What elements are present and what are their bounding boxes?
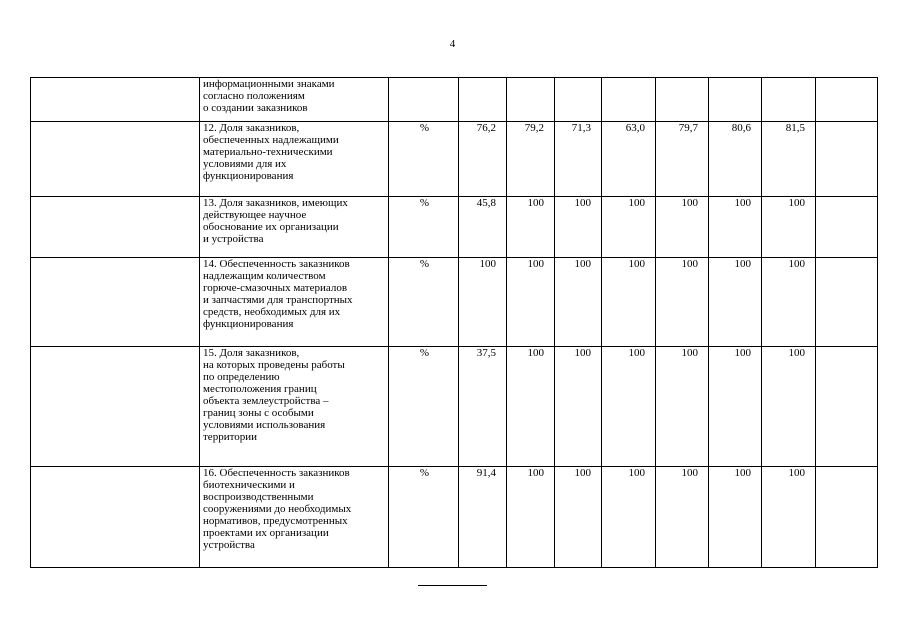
value-cell: 100	[602, 258, 656, 347]
indicator-name-line: условиями для их	[203, 158, 287, 170]
indicator-name-line: средств, необходимых для их	[203, 306, 341, 318]
extra-cell	[816, 258, 878, 347]
value-cell: 71,3	[555, 122, 602, 197]
value-cell: 79,7	[656, 122, 709, 197]
indicator-name-line: воспроизводственными	[203, 491, 314, 503]
page-number: 4	[449, 38, 456, 50]
value-cell	[602, 78, 656, 122]
indicator-name-line: 14. Обеспеченность заказников	[203, 258, 350, 270]
indicator-name-line: по определению	[203, 371, 280, 383]
value-cell: 100	[602, 467, 656, 568]
value-cell: 100	[507, 258, 555, 347]
value-cell: 100	[709, 258, 762, 347]
indicator-name-line: материально-техническими	[203, 146, 333, 158]
row-index-cell	[31, 122, 200, 197]
indicator-name-line: условиями использования	[203, 419, 326, 431]
value-cell: 100	[762, 197, 816, 258]
unit-cell: %	[389, 122, 459, 197]
value-cell: 80,6	[709, 122, 762, 197]
indicator-name-line: обоснование их организации	[203, 221, 339, 233]
table-row	[31, 258, 878, 347]
indicator-name-line: и устройства	[203, 233, 264, 245]
indicator-name-cell	[200, 347, 389, 467]
table-row	[31, 347, 878, 467]
indicator-name-line: на которых проведены работы	[203, 359, 345, 371]
indicator-name-line: сооружениями до необходимых	[203, 503, 352, 515]
indicator-name-line: 13. Доля заказников, имеющих	[203, 197, 348, 209]
table-body	[31, 78, 878, 568]
value-cell: 100	[762, 467, 816, 568]
value-cell: 100	[507, 197, 555, 258]
value-cell: 45,8	[459, 197, 507, 258]
indicator-name-line: 12. Доля заказников,	[203, 122, 300, 134]
extra-cell	[816, 78, 878, 122]
indicator-name-line: объекта землеустройства –	[203, 395, 329, 407]
indicator-name-line: нормативов, предусмотренных	[203, 515, 348, 527]
value-cell	[709, 78, 762, 122]
indicators-table-wrap	[30, 77, 878, 568]
value-cell: 100	[709, 347, 762, 467]
extra-cell	[816, 197, 878, 258]
value-cell: 100	[656, 197, 709, 258]
unit-cell: %	[389, 197, 459, 258]
indicator-name-line: местоположения границ	[203, 383, 317, 395]
value-cell: 79,2	[507, 122, 555, 197]
indicators-table	[30, 77, 878, 568]
value-cell: 100	[555, 467, 602, 568]
value-cell: 100	[762, 347, 816, 467]
indicator-name-line: информационными знаками	[203, 78, 335, 90]
value-cell: 100	[555, 347, 602, 467]
value-cell: 100	[555, 197, 602, 258]
row-index-cell	[31, 347, 200, 467]
row-index-cell	[31, 258, 200, 347]
indicator-name-line: и запчастями для транспортных	[203, 294, 353, 306]
extra-cell	[816, 122, 878, 197]
indicator-name-line: территории	[203, 431, 258, 443]
unit-cell	[389, 78, 459, 122]
indicator-name-line: биотехническими и	[203, 479, 295, 491]
value-cell: 100	[602, 347, 656, 467]
value-cell	[555, 78, 602, 122]
value-cell: 100	[507, 347, 555, 467]
table-row	[31, 467, 878, 568]
value-cell: 81,5	[762, 122, 816, 197]
indicator-name-cell	[200, 78, 389, 122]
indicator-name-line: действующее научное	[203, 209, 307, 221]
value-cell: 76,2	[459, 122, 507, 197]
indicator-name-line: устройства	[203, 539, 255, 551]
value-cell	[459, 78, 507, 122]
value-cell: 63,0	[602, 122, 656, 197]
indicator-name-line: проектами их организации	[203, 527, 329, 539]
value-cell: 100	[602, 197, 656, 258]
row-index-cell	[31, 78, 200, 122]
indicator-name-line: 15. Доля заказников,	[203, 347, 300, 359]
value-cell: 100	[555, 258, 602, 347]
value-cell: 37,5	[459, 347, 507, 467]
unit-cell: %	[389, 467, 459, 568]
table-row	[31, 197, 878, 258]
table-row	[31, 122, 878, 197]
indicator-name-line: о создании заказников	[203, 102, 308, 114]
value-cell: 91,4	[459, 467, 507, 568]
indicator-name-cell	[200, 122, 389, 197]
extra-cell	[816, 467, 878, 568]
indicator-name-line: горюче-смазочных материалов	[203, 282, 348, 294]
indicator-name-line: функционирования	[203, 170, 294, 182]
indicator-name-line: границ зоны с особыми	[203, 407, 314, 419]
indicator-name-cell	[200, 258, 389, 347]
value-cell: 100	[656, 258, 709, 347]
extra-cell	[816, 347, 878, 467]
value-cell: 100	[507, 467, 555, 568]
indicator-name-cell	[200, 197, 389, 258]
value-cell	[507, 78, 555, 122]
row-index-cell	[31, 467, 200, 568]
value-cell: 100	[459, 258, 507, 347]
value-cell	[656, 78, 709, 122]
unit-cell: %	[389, 347, 459, 467]
value-cell: 100	[709, 197, 762, 258]
unit-cell: %	[389, 258, 459, 347]
value-cell	[762, 78, 816, 122]
row-index-cell	[31, 197, 200, 258]
value-cell: 100	[762, 258, 816, 347]
indicator-name-line: надлежащим количеством	[203, 270, 326, 282]
footnote-rule	[418, 585, 487, 586]
indicator-name-line: 16. Обеспеченность заказников	[203, 467, 350, 479]
table-row	[31, 78, 878, 122]
value-cell: 100	[656, 467, 709, 568]
value-cell: 100	[656, 347, 709, 467]
value-cell: 100	[709, 467, 762, 568]
indicator-name-line: обеспеченных надлежащими	[203, 134, 339, 146]
indicator-name-line: функционирования	[203, 318, 294, 330]
indicator-name-line: согласно положениям	[203, 90, 305, 102]
indicator-name-cell	[200, 467, 389, 568]
